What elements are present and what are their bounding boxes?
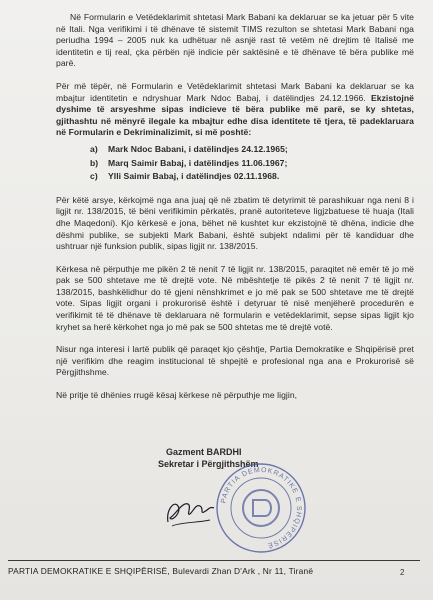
list-item-text: Marq Saimir Babaj, i datëlindjes 11.06.1967; [108, 157, 288, 168]
paragraph-public-interest: Nisur nga interesi i lartë publik që paraqet kjo çështje, Partia Demokratike e Shqipërisë pret një verifikim dhe reagim institucional të shpejtë e profesional nga ana e Prokurorisë së Përgjithshme. [56, 344, 414, 378]
paragraph-identities-intro [56, 81, 414, 139]
list-item-tag: b) [90, 157, 99, 168]
identities-suspicion-text: Ekzistojnë dyshime të arsyeshme sipas indicieve të bëra publike më parë, se ky shtetas, gjithashtu në mënyrë ilegale ka mbajtur edhe disa identitete të tjera, të padeklaruara në Formularin e Dekriminalizimit, si më poshtë: [56, 92, 414, 138]
svg-text:PARTIA DEMOKRATIKE E SHQIPËRIS [220, 467, 302, 550]
page-number: 2 [400, 568, 405, 577]
party-stamp [215, 462, 307, 554]
stamp-text: PARTIA DEMOKRATIKE E SHQIPËRISË [220, 466, 303, 549]
paragraph-tims-verification: Në Formularin e Vetëdeklarimit shtetasi Mark Babani ka deklaruar se ka jetuar për 5 vite në Itali. Nga verifikimi i të dhënave të sistemit TIMS rezulton se shtetasi Mark Babani nga periudha 1994 – 2005 nuk ka udhëtuar në asnjë rast të vetëm në drejtim të Italisë me identitetin e tij real, çka përbën një indicie për saktësinë e të dhënave të bëra publike më parë. [56, 12, 414, 69]
paragraph-verification-request: Për këtë arsye, kërkojmë nga ana juaj që në zbatim të detyrimit të parashikuar nga neni 8 i ligjit nr. 138/2015, të bëni verifikimin përkatës, pranë autoriteteve ligjzbatuese të huaja (Itali dhe Maqedoni). Kjo kërkesë e jona, bëhet në kushtet kur ekzistojnë të dhëna, indicie dhe dëshmi publike, se subjekti Mark Babani, është subjekt ndalimi për të kandiduar dhe ushtruar një funksion publik, sipas ligjit nr. 138/2015. [56, 194, 414, 252]
list-item [90, 144, 414, 156]
list-item-text: Mark Ndoc Babani, i datëlindjes 24.12.1965; [108, 143, 288, 154]
list-item-tag: a) [90, 143, 98, 154]
identities-intro-text: Për më tëpër, në Formularin e Vetëdeklarimit shtetasi Mark Babani ka deklaruar se ka mbajtur identitetin e ndryshuar Mark Ndoc Babaj, i datëlindjes 24.12.1966. [56, 80, 414, 103]
list-item-tag: c) [90, 171, 98, 182]
footer-divider [8, 560, 420, 561]
letter-body [56, 12, 414, 413]
signatory-name: Gazment BARDHI [166, 447, 242, 457]
paragraph-legal-basis: Kërkesa në përputhje me pikën 2 të nenit 7 të ligjit nr. 138/2015, paraqitet në emër të jo më pak se 500 shtetave me të drejtë vote. Në mbështetje të pikës 2 të nenit 7 të ligjit nr. 138/2015, bashkëlidhur do të gjeni nënshkrimet e jo më pak se 500 shtetave me të drejtë vote. Sipas ligjit organi i prokurorisë është i detyruar të nisë menjëherë procedurën e verifikimit të të dhënave të deklaruara në formularin e vetëdeklarimit, sepse sipas ligjit kjo kryhet sa herë kërkohet nga jo më pak se 500 shtetas me të drejtë votë. [56, 263, 414, 332]
handwritten-signature [160, 492, 220, 532]
list-item [90, 158, 414, 170]
identities-list [90, 144, 414, 183]
list-item [90, 171, 414, 183]
paragraph-closing: Në pritje të dhënies rrugë kësaj kërkese në përputhje me ligjin, [56, 390, 298, 401]
list-item-text: Ylli Saimir Babaj, i datëlindjes 02.11.1968. [108, 171, 280, 182]
signatory-title: Sekretar i Përgjithshëm [158, 459, 259, 469]
footer-address: PARTIA DEMOKRATIKE E SHQIPËRISË, Bulevardi Zhan D'Ark , Nr 11, Tiranë [8, 566, 314, 576]
